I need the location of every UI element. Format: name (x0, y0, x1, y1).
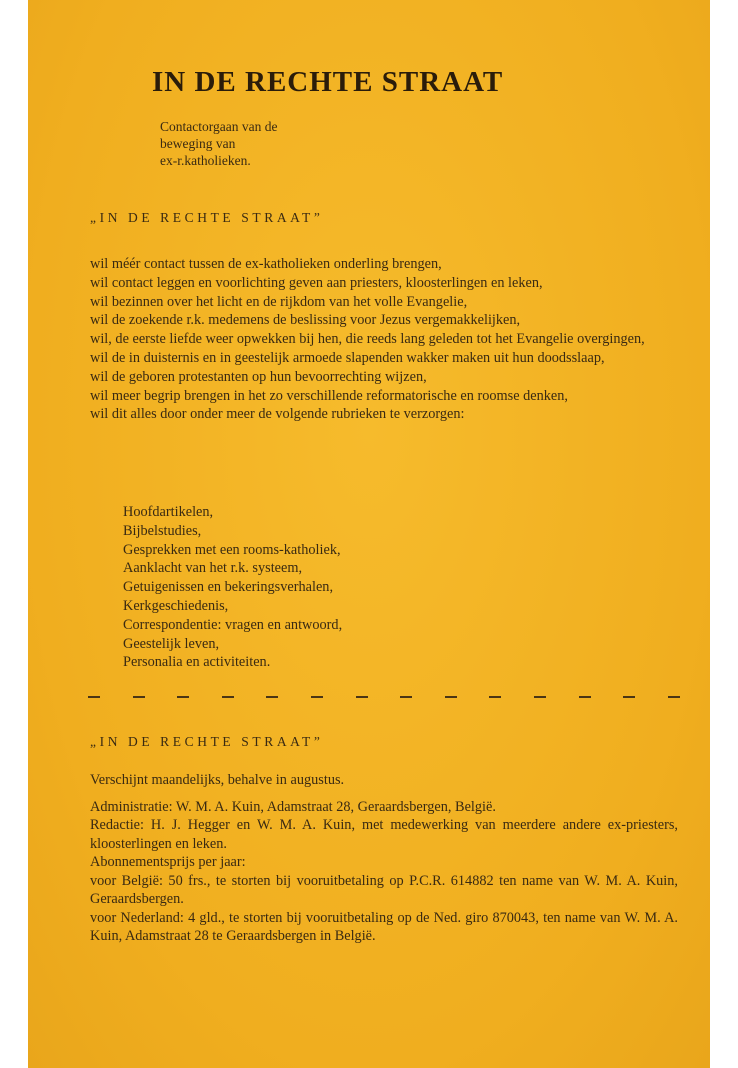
aim-item: wil meer begrip brengen in het zo verschillende reformatorische en roomse denken, (90, 387, 568, 404)
aim-item: wil méér contact tussen de ex-katholieken onderling brengen, (90, 256, 442, 272)
rubric-item: Geestelijk leven, (123, 635, 220, 652)
document-page (28, 0, 710, 1068)
rubric-item: Personalia en activiteiten. (123, 654, 271, 671)
rubric-item: Gesprekken met een rooms-katholiek, (123, 541, 341, 558)
aim-item: wil de in duisternis en in geestelijk armoede slapenden wakker maken uit hun doodsslaap, (90, 349, 605, 366)
aim-item: wil de zoekende r.k. medemens de beslissing voor Jezus vergemakkelijken, (90, 312, 521, 329)
rubric-item: Kerkgeschiedenis, (123, 597, 229, 614)
divider-dash (400, 696, 412, 698)
divider-dash (177, 696, 189, 698)
aims-list (90, 255, 678, 424)
subtitle (160, 118, 277, 169)
divider-dash (668, 696, 680, 698)
divider-dash (623, 696, 635, 698)
aim-item: wil, de eerste liefde weer opwekken bij hen, die reeds lang geleden tot het Evangelie overgingen, (90, 331, 645, 348)
info-editorial: Redactie: H. J. Hegger en W. M. A. Kuin, met medewerking van meerdere andere ex-priesters, kloosterlingen en leken. (90, 817, 678, 852)
divider-dash (579, 696, 591, 698)
dashed-divider (88, 696, 680, 698)
info-frequency: Verschijnt maandelijks, behalve in augustus. (90, 772, 345, 788)
page-title: IN DE RECHTE STRAAT (152, 66, 504, 98)
rubric-item: Getuigenissen en bekeringsverhalen, (123, 579, 334, 596)
info-belgium: voor België: 50 frs., te storten bij vooruitbetaling op P.C.R. 614882 ten name van W. M. A. Kuin, Geraardsbergen. (90, 872, 678, 907)
rubrics-list (123, 503, 342, 672)
subtitle-line: beweging van (160, 136, 236, 151)
section-heading-2: „IN DE RECHTE STRAAT” (90, 734, 324, 749)
aim-item: wil dit alles door onder meer de volgende rubrieken te verzorgen: (90, 406, 465, 423)
info-administration: Administratie: W. M. A. Kuin, Adamstraat 28, Geraardsbergen, België. (90, 798, 496, 815)
divider-dash (266, 696, 278, 698)
section-heading-1: „IN DE RECHTE STRAAT” (90, 210, 324, 225)
subtitle-line: ex-r.katholieken. (160, 153, 251, 168)
divider-dash (88, 696, 100, 698)
publication-info (90, 771, 678, 946)
rubric-item: Bijbelstudies, (123, 522, 202, 539)
aim-item: wil contact leggen en voorlichting geven aan priesters, kloosterlingen en leken, (90, 274, 543, 291)
rubric-item: Correspondentie: vragen en antwoord, (123, 616, 343, 633)
rubric-item: Hoofdartikelen, (123, 504, 214, 520)
divider-dash (311, 696, 323, 698)
divider-dash (356, 696, 368, 698)
divider-dash (222, 696, 234, 698)
divider-dash (534, 696, 546, 698)
subtitle-line: Contactorgaan van de (160, 119, 278, 134)
info-subscription-label: Abonnementsprijs per jaar: (90, 854, 246, 870)
info-netherlands: voor Nederland: 4 gld., te storten bij vooruitbetaling op de Ned. giro 870043, ten name van W. M. A. Kuin, Adamstraat 28 te Geraardsbergen in België. (90, 909, 678, 944)
divider-dash (445, 696, 457, 698)
aim-item: wil bezinnen over het licht en de rijkdom van het volle Evangelie, (90, 293, 468, 310)
divider-dash (489, 696, 501, 698)
divider-dash (133, 696, 145, 698)
rubric-item: Aanklacht van het r.k. systeem, (123, 560, 303, 577)
aim-item: wil de geboren protestanten op hun bevoorrechting wijzen, (90, 368, 427, 385)
